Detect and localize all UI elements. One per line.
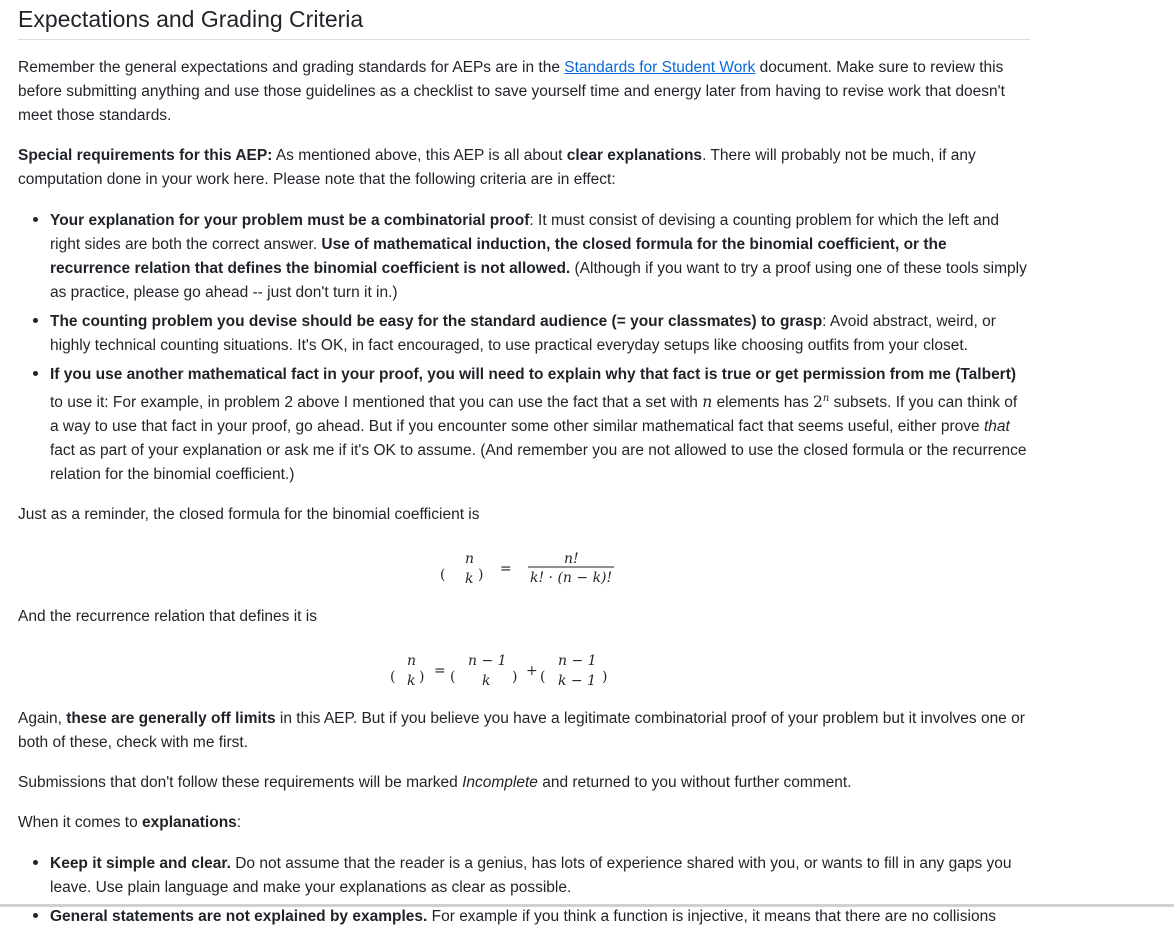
page-title: Expectations and Grading Criteria: [18, 4, 1030, 40]
reminder-text: Just as a reminder, the closed formula for the binomial coefficient is: [18, 506, 480, 524]
closed-formula: [18, 543, 1030, 589]
list-item: • If you use another mathematical fact in your proof, you will need to explain why that fact is true or get permission from me (Talbert) to use it: For example, in problem 2 above I mentioned that you can use the fact that a set with n elements has 2$^n$ subsets. If you can think of a way to use that fact in your proof, go ahead. But if you encounter some other similar mathematical fact that seems useful, either prove that fact as part of your explanation or ask me if it's OK to assume. (And remember you are not allowed to use the closed formula or the recurrence relation for the binomial coefficient.): [50, 362, 1030, 487]
left-paren: (: [540, 669, 546, 686]
document-body: [18, 0, 1030, 945]
submissions-paragraph: Submissions that don't follow these requirements will be marked Incomplete and returned to you without further comment.: [18, 774, 852, 792]
equals-sign: =: [434, 663, 446, 680]
explanations-intro: When it comes to explanations:: [18, 814, 242, 832]
criteria-list: [18, 208, 1030, 487]
recurrence-text: And the recurrence relation that defines it is: [18, 608, 317, 626]
term2-top: n − 1: [558, 653, 597, 670]
closed-formula-svg: [18, 543, 1030, 589]
explanations-list: [18, 851, 1030, 929]
right-paren: ): [478, 567, 484, 584]
list-item: • The counting problem you devise should be easy for the standard audience (= your classmates) to grasp: Avoid abstract, weird, or highly technical counting situations. It's OK, in fact encouraged, to use practical everyday setups like choosing outfits from your closet.: [50, 309, 1030, 358]
plus-sign: +: [526, 663, 538, 680]
binom-top: n: [465, 551, 475, 568]
right-paren: ): [512, 669, 518, 686]
left-paren: (: [440, 567, 446, 584]
right-paren: ): [602, 669, 608, 686]
term2-bottom: k − 1: [558, 673, 597, 690]
special-requirements-paragraph: Special requirements for this AEP: As mentioned above, this AEP is all about clear explanations. There will probably not be much, if any computation done in your work here. Please note that the following criteria are in effect:: [18, 147, 976, 188]
standards-link[interactable]: Standards for Student Work: [564, 59, 756, 76]
lhs-bottom: k: [407, 673, 416, 690]
recurrence-formula: [18, 645, 1030, 691]
left-paren: (: [390, 669, 396, 686]
intro-paragraph: Remember the general expectations and grading standards for AEPs are in the Standards for Student Work document. Make sure to review this before submitting anything and use those guidelines as a checklist to save yourself time and energy later from having to revise work that doesn't meet those standards.: [18, 59, 1005, 124]
binom-bottom: k: [465, 571, 474, 588]
recurrence-formula-svg: [18, 645, 1030, 691]
again-paragraph: Again, these are generally off limits in this AEP. But if you believe you have a legitimate combinatorial proof of your problem but it involves one or both of these, check with me first.: [18, 710, 1025, 752]
lhs-top: n: [407, 653, 417, 670]
term1-bottom: k: [482, 673, 491, 690]
list-item: • General statements are not explained by examples. For example if you think a function is injective, it means that there are no collisions: [50, 904, 1030, 929]
left-paren: (: [450, 669, 456, 686]
numerator: n!: [564, 551, 579, 568]
right-paren: ): [419, 669, 425, 686]
list-item: • Your explanation for your problem must be a combinatorial proof: It must consist of devising a counting problem for which the left and right sides are both the correct answer. Use of mathematical induction, the closed formula for the binomial coefficient, or the recurrence relation that defines the binomial coefficient is not allowed. (Although if you want to try a proof using one of these tools simply as practice, please go ahead -- just don't turn it in.): [50, 208, 1030, 305]
term1-top: n − 1: [468, 653, 507, 670]
denominator: k! · (n − k)!: [530, 570, 613, 587]
list-item: • Keep it simple and clear. Do not assume that the reader is a genius, has lots of experience shared with you, or wants to fill in any gaps you leave. Use plain language and make your explanations as clear as possible.: [50, 851, 1030, 900]
equals-sign: =: [500, 561, 512, 578]
